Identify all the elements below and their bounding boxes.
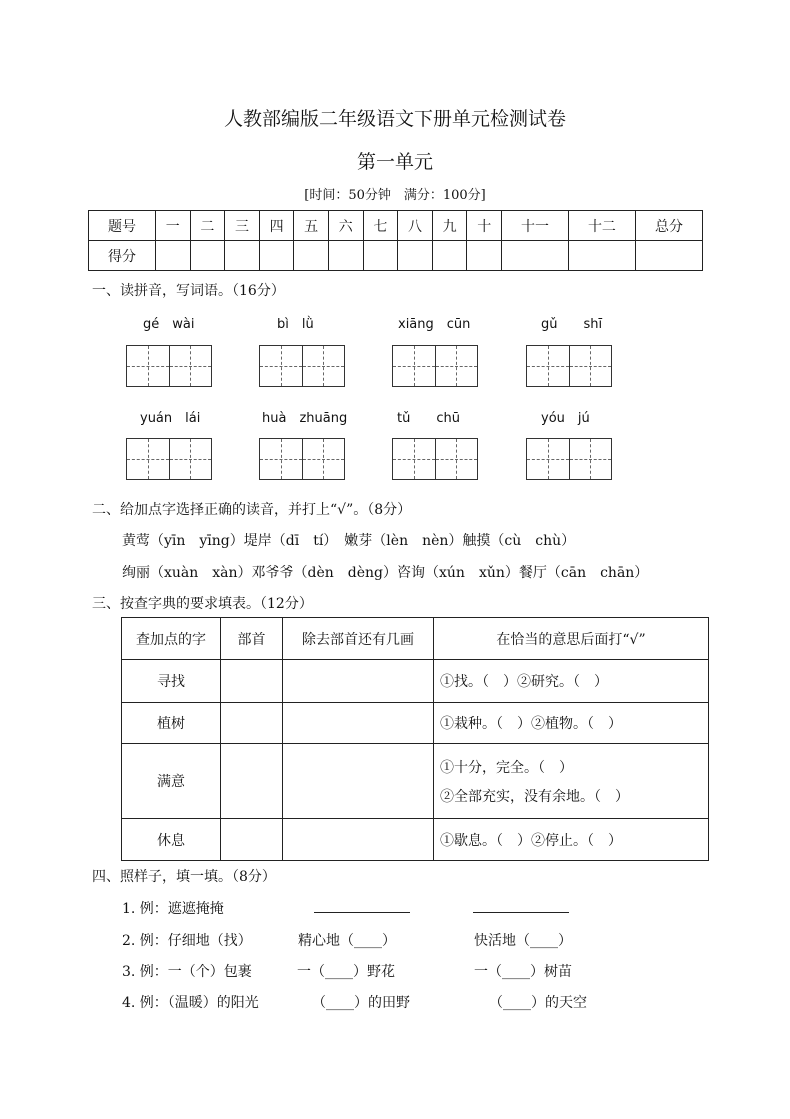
radical-blank[interactable] bbox=[221, 744, 283, 819]
score-blank[interactable] bbox=[190, 241, 225, 271]
strokes-blank[interactable] bbox=[283, 703, 434, 744]
writing-grid[interactable] bbox=[526, 438, 612, 480]
pinyin-label: yóu jú bbox=[541, 411, 590, 426]
q3-example: 3. 例：一（个）包裹 bbox=[122, 964, 252, 980]
dict-header: 部首 bbox=[221, 618, 283, 660]
q3-blank-b[interactable]: 一（____）树苗 bbox=[474, 964, 572, 980]
time-score-info: [时间：50分钟 满分：100分] bbox=[304, 188, 486, 203]
q1-example: 1. 例：遮遮掩掩 bbox=[122, 901, 224, 917]
score-cell: 题号 bbox=[89, 211, 156, 241]
dict-header: 除去部首还有几画 bbox=[283, 618, 434, 660]
dict-word: 寻找 bbox=[122, 660, 221, 703]
score-cell: 五 bbox=[294, 211, 329, 241]
score-cell: 总分 bbox=[635, 211, 702, 241]
meaning-options[interactable] bbox=[434, 660, 709, 703]
score-blank[interactable] bbox=[635, 241, 702, 271]
score-table bbox=[88, 210, 703, 271]
score-table-score-row bbox=[89, 241, 703, 271]
writing-grid[interactable] bbox=[259, 345, 345, 387]
score-blank[interactable] bbox=[568, 241, 635, 271]
score-blank[interactable] bbox=[155, 241, 190, 271]
writing-grid[interactable] bbox=[392, 438, 478, 480]
pronunciation-line-1: 黄莺（yīn yīng）堤岸（dī tí） 嫩芽（lèn nèn）触摸（cù chù） bbox=[122, 533, 576, 549]
meaning-text: ②全部充实，没有余地。（ ） bbox=[440, 788, 629, 805]
section3-heading: 三、按查字典的要求填表。（12分） bbox=[92, 596, 313, 612]
unit-title: 第一单元 bbox=[356, 151, 433, 173]
score-cell: 四 bbox=[259, 211, 294, 241]
score-cell: 八 bbox=[398, 211, 433, 241]
dict-header: 查加点的字 bbox=[122, 618, 221, 660]
score-blank[interactable] bbox=[467, 241, 502, 271]
score-blank[interactable] bbox=[398, 241, 433, 271]
dict-row bbox=[122, 744, 709, 819]
score-cell: 二 bbox=[190, 211, 225, 241]
q2-blank-a[interactable]: 精心地（____） bbox=[298, 933, 396, 949]
meaning-text: ①十分，完全。（ ） bbox=[440, 759, 573, 776]
writing-grid[interactable] bbox=[259, 438, 345, 480]
q3-blank-a[interactable]: 一（____）野花 bbox=[297, 964, 395, 980]
score-row-label: 得分 bbox=[89, 241, 156, 271]
q4-blank-a[interactable]: （____）的田野 bbox=[312, 995, 410, 1011]
strokes-blank[interactable] bbox=[283, 819, 434, 861]
score-cell: 十一 bbox=[502, 211, 569, 241]
q1-blank-b[interactable] bbox=[473, 897, 569, 913]
strokes-blank[interactable] bbox=[283, 660, 434, 703]
section1-heading: 一、读拼音，写词语。（16分） bbox=[92, 283, 285, 299]
dict-row bbox=[122, 703, 709, 744]
score-blank[interactable] bbox=[328, 241, 363, 271]
q4-example: 4. 例：（温暖）的阳光 bbox=[122, 995, 259, 1011]
q2-blank-b[interactable]: 快活地（____） bbox=[474, 933, 572, 949]
pronunciation-line-2: 绚丽（xuàn xàn）邓爷爷（dèn dèng）咨询（xún xǔn）餐厅（cān chān） bbox=[122, 565, 649, 581]
score-blank[interactable] bbox=[294, 241, 329, 271]
writing-grid[interactable] bbox=[526, 345, 612, 387]
score-blank[interactable] bbox=[432, 241, 467, 271]
exam-title: 人教部编版二年级语文下册单元检测试卷 bbox=[223, 108, 566, 130]
radical-blank[interactable] bbox=[221, 819, 283, 861]
dict-header: 在恰当的意思后面打“√” bbox=[434, 618, 709, 660]
radical-blank[interactable] bbox=[221, 703, 283, 744]
meaning-options[interactable] bbox=[434, 703, 709, 744]
score-cell: 七 bbox=[363, 211, 398, 241]
pinyin-label: gǔ shī bbox=[541, 317, 603, 332]
dict-word: 休息 bbox=[122, 819, 221, 861]
strokes-blank[interactable] bbox=[283, 744, 434, 819]
writing-grid[interactable] bbox=[392, 345, 478, 387]
score-blank[interactable] bbox=[502, 241, 569, 271]
dict-header-row bbox=[122, 618, 709, 660]
section2-heading: 二、给加点字选择正确的读音，并打上“√”。（8分） bbox=[92, 502, 412, 518]
q1-blank-a[interactable] bbox=[314, 897, 410, 913]
meaning-text: ①找。（ ）②研究。（ ） bbox=[440, 674, 608, 690]
pinyin-label: yuán lái bbox=[140, 411, 201, 426]
score-blank[interactable] bbox=[259, 241, 294, 271]
score-cell: 十二 bbox=[568, 211, 635, 241]
score-cell: 三 bbox=[225, 211, 260, 241]
dict-row bbox=[122, 660, 709, 703]
section4-heading: 四、照样子，填一填。（8分） bbox=[92, 869, 276, 885]
writing-grid[interactable] bbox=[126, 438, 212, 480]
score-blank[interactable] bbox=[225, 241, 260, 271]
pinyin-label: huà zhuāng bbox=[262, 411, 348, 426]
dictionary-table bbox=[121, 617, 709, 861]
meaning-text: ①栽种。（ ）②植物。（ ） bbox=[440, 716, 622, 732]
pinyin-label: bì lǜ bbox=[277, 317, 314, 332]
writing-grid[interactable] bbox=[126, 345, 212, 387]
pinyin-label: tǔ chū bbox=[397, 411, 460, 426]
dict-word: 植树 bbox=[122, 703, 221, 744]
pinyin-label: xiāng cūn bbox=[398, 317, 471, 332]
meaning-options[interactable] bbox=[434, 819, 709, 861]
score-cell: 九 bbox=[432, 211, 467, 241]
meaning-text: ①歇息。（ ）②停止。（ ） bbox=[440, 832, 622, 849]
dict-word: 满意 bbox=[122, 744, 221, 819]
score-cell: 六 bbox=[328, 211, 363, 241]
score-table-header-row bbox=[89, 211, 703, 241]
score-cell: 一 bbox=[155, 211, 190, 241]
q2-example: 2. 例：仔细地（找） bbox=[122, 933, 252, 949]
score-cell: 十 bbox=[467, 211, 502, 241]
meaning-options[interactable] bbox=[434, 744, 709, 819]
score-blank[interactable] bbox=[363, 241, 398, 271]
radical-blank[interactable] bbox=[221, 660, 283, 703]
dict-row bbox=[122, 819, 709, 861]
pinyin-label: gé wài bbox=[143, 317, 195, 332]
q4-blank-b[interactable]: （____）的天空 bbox=[489, 995, 587, 1011]
